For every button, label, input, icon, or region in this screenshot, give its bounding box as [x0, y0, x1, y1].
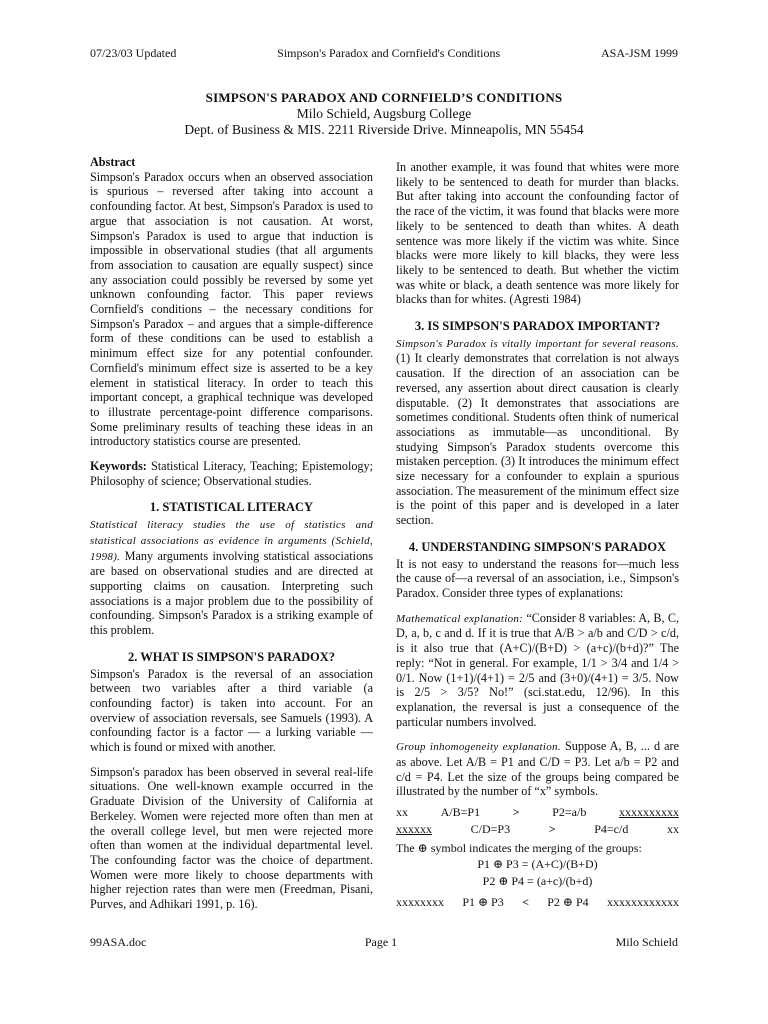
example-paragraph: In another example, it was found that whites were more likely to be sentenced to death for murder than blacks. But after taking into account the confounding factor of the race of the victim, it was found that blacks were more likely to be sentenced to death than whites. A death sentence was more likely if the victim was white. Since blacks were more likely to kill blacks, they were less likely to be sentenced to death. But whether the victim was white or black, a death sentence was more likely for blacks than for whites. (Agresti 1984): [396, 160, 679, 307]
eq-r3-c2: <: [522, 894, 529, 909]
footer-page: Page 1: [364, 935, 398, 949]
page-footer: [90, 935, 678, 950]
math-italic: Mathematical explanation:: [396, 612, 524, 625]
eq-r2-c0: xxxxxx: [396, 821, 432, 836]
abstract-text: Simpson's Paradox occurs when an observed association is spurious – reversed after taking into account a confounding factor. At best, Simpson's Paradox is used to argue that association is not causation. At worst, Simpson's Paradox is used to argue that induction is impossible in observational studies (that all arguments from association to causation are equally suspect) since any association could possibly be reversed by some yet unknown confounding factor. This paper reviews Cornfield's conditions – the necessary conditions for Simpson's Paradox – and argues that a simple-difference form of these conditions can be used to establish a minimum effect size for any potential confounder. Cornfield's minimum effect size is asserted to be a key element in statistical literacy. In order to teach this important concept, a graphical technique was developed to illustrate percentage-point difference comparisons. Some preliminary results of teaching these ideas in an introductory statistics course are presented.: [90, 169, 373, 449]
title-block: [90, 90, 678, 138]
section-1-heading: 1. STATISTICAL LITERACY: [149, 500, 314, 515]
math-body: “Consider 8 variables: A, B, C, D, a, b, c and d. If it is true that A/B > a/b and C/D > c/d, is it also true that (A+C)/(B+D) > (a+c)/(b+d)?” The reply: “Not in general. For example, 1/1 > 3/4 and 1/4 > 0/1. Now (1+1)/(4+1) = 2/5 and (3+0)/(4+1) = 3/5. Now is 2/5 > 3/5? No!” (sci.stat.edu, 12/96). In this explanation, the reversal is just a consequence of the particular numbers involved.: [396, 610, 679, 729]
eq-r2-c2: >: [548, 821, 556, 836]
merge-eq-1: P1 ⊕ P3 = (A+C)/(B+D): [477, 857, 598, 872]
section-3-heading: 3. IS SIMPSON'S PARADOX IMPORTANT?: [414, 319, 661, 334]
header-venue: ASA-JSM 1999: [600, 46, 678, 60]
section-3-text: [396, 336, 679, 528]
section-3-body: (1) It clearly demonstrates that correlation is not always causation. If the direction of an association can be reversed, any assertion about direct causation is clearly disputable. (2) It demonstrates that associations are sometimes conditional. Students often think of numerical associations as immutable—as unconditional. By studying Simpson's Paradox students overcome this mistaken perception. (3) It introduces the minimum effect size necessary for a confounder to explain a spurious association. The measurement of the minimum effect size is the point of this paper and is developed in a later section.: [396, 351, 679, 528]
group-explanation: [396, 739, 679, 799]
paper-author: Milo Schield, Augsburg College: [296, 106, 472, 121]
eq-r3-c3: P2 ⊕ P4: [547, 894, 589, 909]
keywords-text: Statistical Literacy, Teaching; Epistemology; Philosophy of science; Observational studies.: [90, 459, 374, 488]
footer-file: 99ASA.doc: [90, 935, 147, 949]
eq-r3-c1: P1 ⊕ P3: [462, 894, 504, 909]
header-title: Simpson's Paradox and Cornfield's Conditions: [277, 46, 501, 60]
equation-row-1: [396, 805, 679, 820]
section-4-heading: 4. UNDERSTANDING SIMPSON'S PARADOX: [408, 539, 667, 554]
left-column: [90, 155, 373, 922]
section-2-heading: 2. WHAT IS SIMPSON'S PARADOX?: [127, 649, 336, 664]
group-body: Suppose A, B, ... d are as above. Let A/B = P1 and C/D = P3. Let a/b = P2 and c/d = P4. Let the size of the groups being compared be illustrated by the number of “x” symbols.: [396, 739, 680, 799]
section-1-body: Many arguments involving statistical associations are based on observational studies and are directed at supporting claims on causation. Interpreting such associations is a major problem due to the possibility of confounding. Simpson's Paradox is a striking example of this problem.: [90, 548, 373, 638]
eq-r1-c0: xx: [396, 805, 408, 820]
section-1-italic: Statistical literacy studies the use of statistics and statistical associations as evidence in arguments (Schield, 1998).: [90, 519, 373, 563]
right-column: [396, 160, 679, 909]
group-italic: Group inhomogeneity explanation.: [396, 741, 561, 754]
section-2-paragraph-1: Simpson's Paradox is the reversal of an association between two variables after a third variable (a confounding factor) is taken into account. For an overview of association reversals, see Samuels (1993). A confounding factor is a factor — a lurking variable — which is found or mixed with another.: [90, 666, 373, 755]
math-explanation: [396, 611, 679, 730]
section-2-paragraph-2: Simpson's paradox has been observed in several real-life situations. One well-known example occurred in the Graduate Division of the University of California at Berkeley. Women were rejected more often than men at the overall college level, but men were rejected more often than women at the individual departmental level. The confounding factor was the choice of department. Women were more likely to choose departments with higher rejection rates than were men (Freedman, Pisani, Purves, and Adhikari 1991, p. 16).: [90, 764, 373, 912]
paper-affiliation: Dept. of Business & MIS. 2211 Riverside Drive. Minneapolis, MN 55454: [184, 122, 584, 137]
paper-title: SIMPSON'S PARADOX AND CORNFIELD’S CONDITIONS: [205, 90, 563, 105]
abstract-heading: Abstract: [90, 155, 136, 169]
merge-eq-2: P2 ⊕ P4 = (a+c)/(b+d): [482, 873, 593, 888]
section-1-text: [90, 517, 373, 638]
section-3-italic: Simpson's Paradox is vitally important for several reasons.: [396, 337, 679, 350]
footer-author: Milo Schield: [615, 935, 678, 949]
equation-row-2: [396, 822, 679, 837]
header-date: 07/23/03 Updated: [90, 46, 177, 60]
eq-r2-c4: xx: [666, 821, 679, 836]
keywords-label: Keywords:: [90, 459, 147, 474]
eq-r2-c3: P4=c/d: [594, 821, 629, 836]
eq-r2-c1: C/D=P3: [470, 821, 511, 836]
equation-row-3: [396, 895, 679, 910]
eq-r1-c1: A/B=P1: [440, 805, 481, 820]
page-header: [90, 46, 678, 61]
keywords: [90, 459, 373, 488]
merge-note: The ⊕ symbol indicates the merging of the groups:: [396, 840, 642, 855]
eq-r1-c3: P2=a/b: [552, 805, 587, 820]
eq-r1-c2: >: [512, 805, 520, 820]
section-4-intro: It is not easy to understand the reasons for—much less the cause of—a reversal of an association, i.e., Simpson's Paradox. Consider three types of explanations:: [396, 556, 679, 600]
eq-r3-c4: xxxxxxxxxxxx: [606, 894, 679, 909]
eq-r1-c4: xxxxxxxxxx: [618, 805, 679, 820]
eq-r3-c0: xxxxxxxx: [396, 894, 444, 909]
